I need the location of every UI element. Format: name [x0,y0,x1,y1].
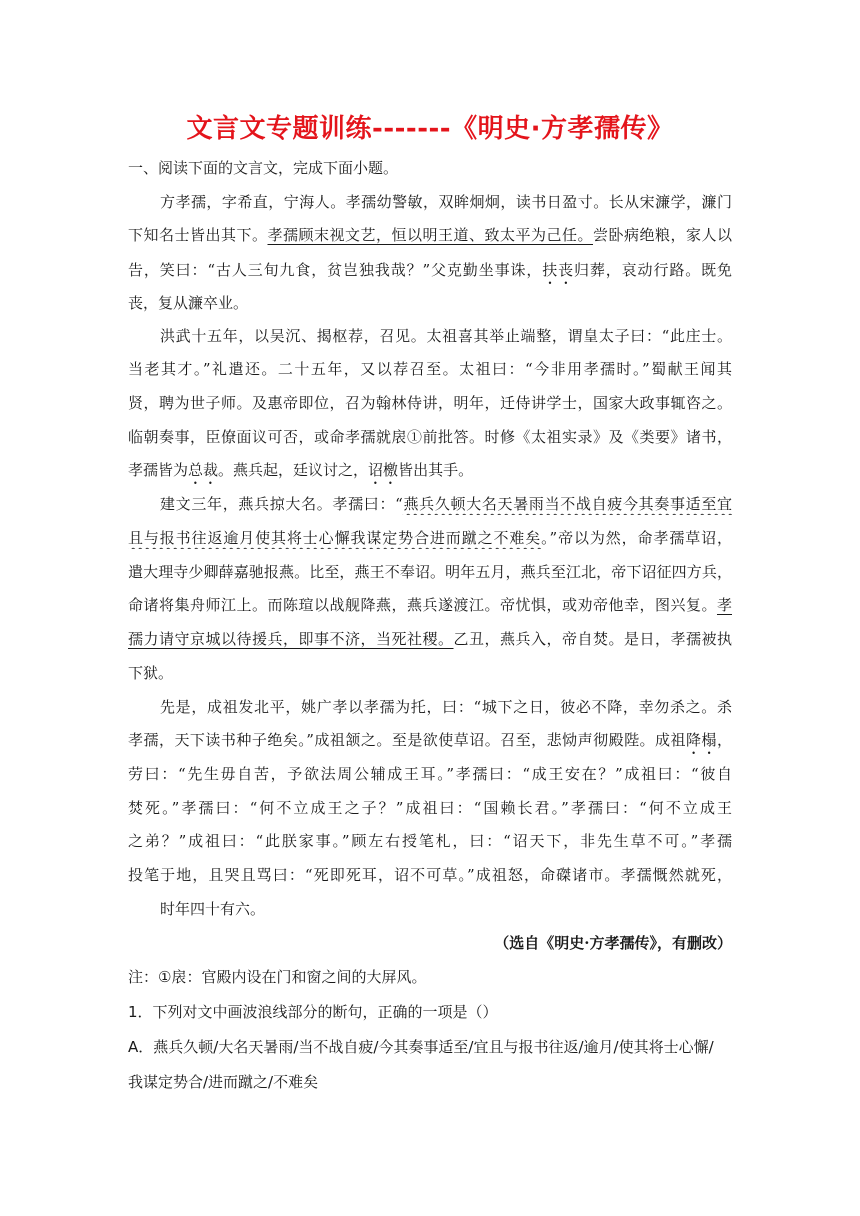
p4-line-4: 焚死。”孝孺曰：“何不立成王之子？”成祖曰：“国赖长君。”孝孺曰：“何不立成王 [128,799,732,817]
p2-line-4: 临朝奏事，臣僚面议可否，或命孝孺就扆①前批答。时修《太祖实录》及《类要》诸书， [128,428,732,446]
section-instruction: 一、阅读下面的文言文，完成下面小题。 [128,159,399,177]
p4-line-7: 时年四十有六。 [160,900,266,918]
p3-line-4: 命诸将集舟师江上。而陈瑄以战舰降燕，燕兵遂渡江。帝忧惧，或劝帝他幸，图兴复。孝 [128,596,732,614]
p1-line-1: 方孝孺，字希直，宁海人。孝孺幼警敏，双眸炯炯，读书日盈寸。长从宋濂学，濂门 [160,193,732,211]
document-title: 文言文专题训练-------《明史·方孝孺传》 [186,114,674,144]
p2-line-3: 贤，聘为世子师。及惠帝即位，召为翰林侍讲，明年，迁侍讲学士，国家大政事辄咨之。 [128,394,732,412]
question-1-option-a-line-1: A．燕兵久顿/大名天暑雨/当不战自疲/今其奏事适至/宜且与报书往返/逾月/使其将士心懈/ [128,1038,714,1056]
p2-line-2: 当老其才。”礼遣还。二十五年，又以荐召至。太祖曰：“今非用孝孺时。”蜀献王闻其 [128,360,732,378]
p3-line-1: 建文三年，燕兵掠大名。孝孺曰：“燕兵久顿大名天暑雨当不战自疲今其奏事适至宜 [160,495,732,513]
p4-line-1: 先是，成祖发北平，姚广孝以孝孺为托，曰：“城下之日，彼必不降，幸勿杀之。杀 [160,698,732,716]
p4-line-6: 投笔于地，且哭且骂曰：“死即死耳，诏不可草。”成祖怒，命磔诸市。孝孺慨然就死， [128,866,732,884]
underlined-sentence-2-start: 孝 [716,596,732,614]
p1-line-3: 告，笑曰：“古人三旬九食，贫岂独我哉？”父克勤坐事诛，扶丧归葬，哀动行路。既免 [128,261,732,279]
p4-line-3: 劳曰：“先生毋自苦，予欲法周公辅成王耳。”孝孺曰：“成王安在？”成祖曰：“彼自 [128,765,732,783]
p3-line-5: 孺力请守京城以待援兵，即事不济，当死社稷。乙丑，燕兵入，帝自焚。是日，孝孺被执 [128,630,732,648]
p1-line-4: 丧，复从濂卒业。 [128,294,249,312]
underlined-sentence-1: 孝孺顾末视文艺，恒以明王道、致太平为己任。 [267,226,593,244]
wavy-sentence-part-1: 燕兵久顿大名天暑雨当不战自疲今其奏事适至宜 [402,495,732,513]
p3-line-2: 且与报书往返逾月使其将士心懈我谋定势合进而蹴之不难矣。”帝以为然，命孝孺草诏， [128,529,732,547]
source-citation: （选自《明史·方孝孺传》，有删改） [494,934,732,952]
p1-line-2: 下知名士皆出其下。孝孺顾末视文艺，恒以明王道、致太平为己任。尝卧病绝粮，家人以 [128,226,732,244]
p2-line-1: 洪武十五年，以吴沉、揭枢荐，召见。太祖喜其举止端整，谓皇太子曰：“此庄士。 [160,327,732,345]
p4-line-2: 孝孺，天下读书种子绝矣。”成祖颔之。至是欲使草诏。召至，悲恸声彻殿陛。成祖降榻， [128,731,732,749]
dotted-word-zhaoxi: 诏檄 [368,461,399,479]
p3-line-3: 遣大理寺少卿薛嘉驰报燕。比至，燕王不奉诏。明年五月，燕兵至江北，帝下诏征四方兵， [128,563,732,581]
p2-line-5: 孝孺皆为总裁。燕兵起，廷议讨之，诏檄皆出其手。 [128,461,474,479]
dotted-word-jiangta: 降榻 [686,731,717,749]
underlined-sentence-2: 孺力请守京城以待援兵，即事不济，当死社稷。 [128,630,454,648]
question-1-stem: 1．下列对文中画波浪线部分的断句，正确的一项是（） [128,1003,498,1021]
dotted-word-fusang: 扶丧 [542,261,575,279]
wavy-sentence-part-2: 且与报书往返逾月使其将士心懈我谋定势合进而蹴之不难矣 [128,529,542,547]
footnote: 注：①扆：官殿内设在门和窗之间的大屏风。 [128,968,427,986]
p4-line-5: 之弟？”成祖曰：“此朕家事。”顾左右授笔札，曰：“诏天下，非先生草不可。”孝孺 [128,832,732,850]
dotted-word-zongcai: 总裁 [188,461,219,479]
question-1-option-a-line-2: 我谋定势合/进而蹴之/不难矣 [128,1073,319,1091]
p3-line-6: 下狱。 [128,664,174,682]
